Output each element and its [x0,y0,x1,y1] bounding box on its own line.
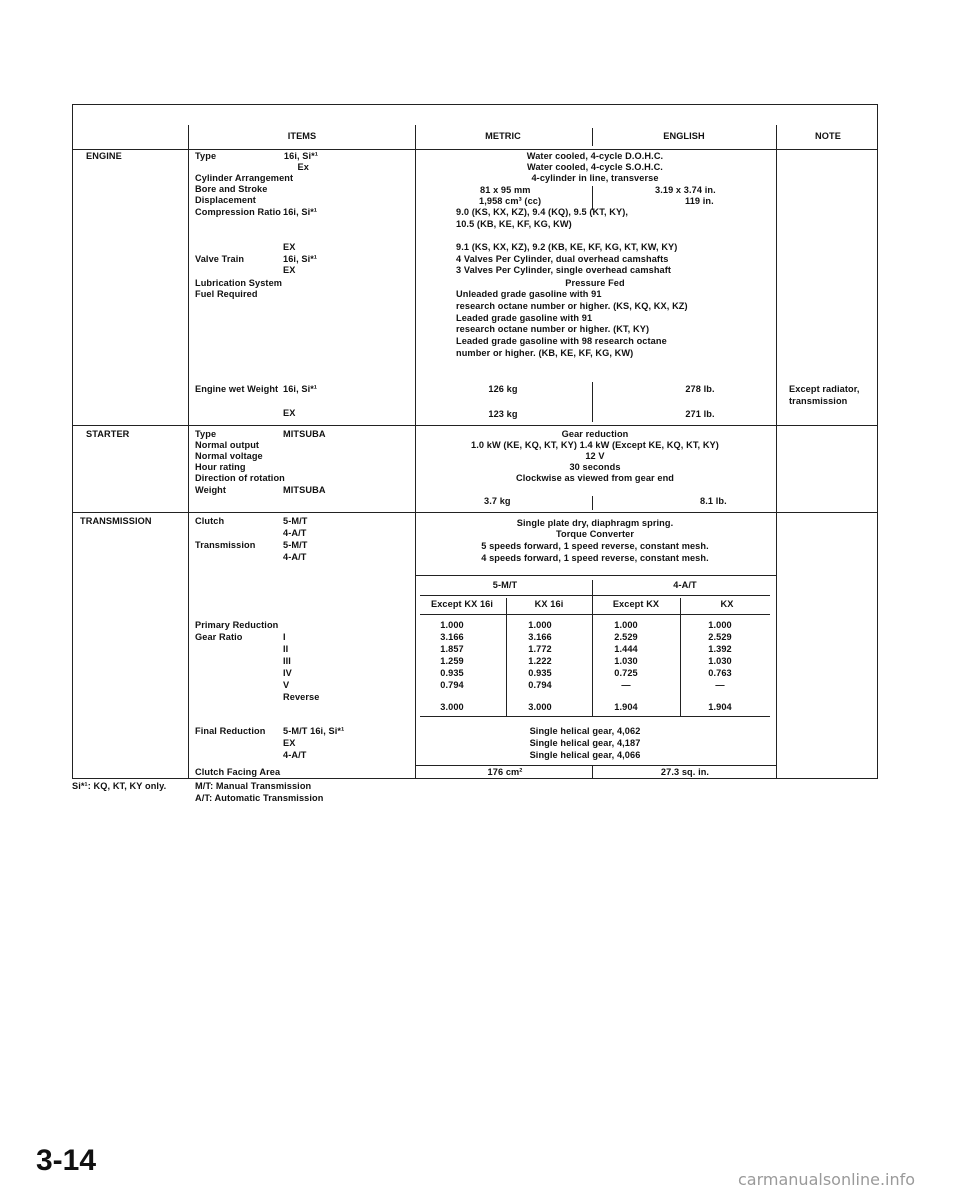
starter-output-value: 1.0 kW (KE, KQ, KT, KY) 1.4 kW (Except KE, KQ, KT, KY) [471,440,719,450]
engine-valve-value: 3 Valves Per Cylinder, single overhead camshaft [456,265,672,275]
engine-item-variant: EX [283,242,296,252]
starter-rating-value: 30 seconds [569,462,621,472]
ratio-rule-sub [420,614,770,615]
engine-note: transmission [789,396,848,406]
ratio-cell: 2.529 [614,632,638,642]
starter-item-label: Type [195,429,217,439]
engine-lube-value: Pressure Fed [565,278,625,288]
engine-disp-english: 119 in. [685,196,714,206]
ratio-cell: 3.000 [528,702,552,712]
engine-item-label: Bore and Stroke [195,184,268,194]
engine-item-label: Compression Ratio [195,207,281,217]
ratio-cell: 3.000 [440,702,464,712]
starter-transmission-rule [72,512,878,513]
ratio-sub-header: Except KX 16i [430,599,494,609]
engine-fuel-value: research octane number or higher. (KS, KQ, KX, KZ) [456,301,688,311]
final-reduction-label: Final Reduction [195,726,266,736]
gear-label: III [283,656,291,666]
final-variant: 5-M/T 16i, Si*¹ [283,726,345,736]
ratio-sub-header: KX [720,599,734,609]
ratio-col-2 [592,580,593,716]
gear-label: II [283,644,289,654]
engine-item-variant: 16i, Si*¹ [283,151,318,161]
engine-item-label: Fuel Required [195,289,258,299]
engine-item-variant: 16i, Si*¹ [283,207,318,217]
watermark-text: carmanualsonline.info [738,1170,916,1189]
final-variant: EX [283,738,296,748]
starter-item-variant: MITSUBA [283,429,326,439]
trans-mt: 5-M/T [283,540,308,550]
starter-item-label: Normal output [195,440,260,450]
engine-cr-value: 9.0 (KS, KX, KZ), 9.4 (KQ), 9.5 (KT, KY), [456,207,629,217]
ratio-cell: 1.000 [614,620,638,630]
engine-item-label: Displacement [195,195,256,205]
clutch-area-english: 27.3 sq. in. [660,767,710,777]
ratio-cell: 1.222 [528,656,552,666]
engine-weight-metric: 126 kg [488,384,518,394]
ratio-cell: 1.000 [708,620,732,630]
ratio-cell: 1.904 [614,702,638,712]
header-items: ITEMS [287,131,317,141]
engine-type-value: Water cooled, 4-cycle S.O.H.C. [527,162,663,172]
col-divider-group [188,125,189,778]
ratio-cell: 1.772 [528,644,552,654]
clutch-at: 4-A/T [283,528,307,538]
split-starter-weight [592,496,593,510]
trans-mt-value: 5 speeds forward, 1 speed reverse, constant mesh. [481,541,709,551]
engine-type-value: Water cooled, 4-cycle D.O.H.C. [526,151,664,161]
ratio-cell: 3.166 [528,632,552,642]
starter-item-label: Direction of rotation [195,473,285,483]
ratio-col-1 [506,598,507,716]
ratio-sub-header: Except KX [612,599,660,609]
ratio-cell: — [715,680,725,690]
ratio-cell: 0.935 [528,668,552,678]
engine-bore-metric: 81 x 95 mm [480,185,531,195]
ratio-cell: 0.794 [528,680,552,690]
trans-at-value: 4 speeds forward, 1 speed reverse, constant mesh. [481,553,709,563]
engine-bore-english: 3.19 x 3.74 in. [655,185,716,195]
gear-label: I [283,632,286,642]
engine-item-label: Lubrication System [195,278,283,288]
ratio-cell: 1.904 [708,702,732,712]
engine-fuel-value: Leaded grade gasoline with 98 research octane [456,336,667,346]
footnote-at: A/T: Automatic Transmission [195,793,324,803]
footnote-si: Si*¹: KQ, KT, KY only. [72,781,167,791]
ratio-header-at: 4-A/T [673,580,697,590]
final-value: Single helical gear, 4,066 [529,750,641,760]
starter-item-label: Hour rating [195,462,246,472]
clutch-at-value: Torque Converter [555,529,635,539]
table-border-bottom [72,778,878,779]
final-rule [415,765,776,766]
ratio-cell: 1.392 [708,644,732,654]
engine-fuel-value: Unleaded grade gasoline with 91 [456,289,602,299]
ratio-cell: 1.030 [614,656,638,666]
clutch-mt-value: Single plate dry, diaphragm spring. [516,518,674,528]
trans-at: 4-A/T [283,552,307,562]
engine-fuel-value: number or higher. (KB, KE, KF, KG, KW) [456,348,634,358]
engine-item-variant: EX [283,408,296,418]
ratio-cell: 3.166 [440,632,464,642]
ratio-cell: 1.444 [614,644,638,654]
col-divider-items [415,125,416,778]
engine-weight-metric: 123 kg [488,409,518,419]
engine-item-variant: Ex [297,162,309,172]
starter-type-value: Gear reduction [561,429,629,439]
clutch-label: Clutch [195,516,225,526]
starter-weight-english: 8.1 lb. [700,496,727,506]
clutch-area-label: Clutch Facing Area [195,767,281,777]
group-engine: ENGINE [86,151,122,161]
primary-reduction-label: Primary Reduction [195,620,279,630]
engine-item-label: Cylinder Arrangement [195,173,294,183]
engine-weight-english: 278 lb. [685,384,715,394]
ratio-rule-mid [420,595,770,596]
ratio-cell: 1.030 [708,656,732,666]
engine-starter-rule [72,425,878,426]
engine-fuel-value: research octane number or higher. (KT, KY) [456,324,650,334]
ratio-col-3 [680,598,681,716]
starter-item-label: Normal voltage [195,451,263,461]
gear-label: IV [283,668,292,678]
starter-voltage-value: 12 V [585,451,605,461]
ratio-header-mt: 5-M/T [492,580,518,590]
engine-item-label: Engine wet Weight [195,384,279,394]
split-weight [592,382,593,422]
table-border-right [877,104,878,778]
final-value: Single helical gear, 4,187 [529,738,641,748]
group-transmission: TRANSMISSION [80,516,152,526]
final-variant: 4-A/T [283,750,307,760]
page-number: 3-14 [36,1144,97,1177]
ratio-cell: 1.259 [440,656,464,666]
engine-item-label: Valve Train [195,254,245,264]
col-divider-metric-header [592,128,593,146]
header-metric: METRIC [485,131,521,141]
ratio-cell: 0.725 [614,668,638,678]
clutch-mt: 5-M/T [283,516,308,526]
engine-cr-value: 10.5 (KB, KE, KF, KG, KW) [456,219,572,229]
engine-item-label: Type [195,151,217,161]
starter-weight-metric: 3.7 kg [484,496,511,506]
header-rule [72,149,878,150]
col-divider-note [776,125,777,778]
ratio-sub-header: KX 16i [534,599,564,609]
engine-fuel-value: Leaded grade gasoline with 91 [456,313,593,323]
starter-item-label: Weight [195,485,227,495]
ratio-cell: 1.000 [528,620,552,630]
group-starter: STARTER [86,429,130,439]
final-value: Single helical gear, 4,062 [529,726,641,736]
footnote-mt: M/T: Manual Transmission [195,781,312,791]
ratio-cell: 1.857 [440,644,464,654]
engine-item-variant: EX [283,265,296,275]
engine-item-variant: 16i, Si*¹ [283,254,318,264]
engine-valve-value: 4 Valves Per Cylinder, dual overhead camshafts [456,254,669,264]
ratio-cell: 0.935 [440,668,464,678]
ratio-cell: 0.763 [708,668,732,678]
header-english: ENGLISH [663,131,705,141]
table-border-left [72,104,73,778]
ratio-rule-top [415,575,776,576]
engine-cr-value: 9.1 (KS, KX, KZ), 9.2 (KB, KE, KF, KG, KT, KW, KY) [456,242,678,252]
engine-item-variant: 16i, Si*¹ [283,384,318,394]
ratio-cell: — [621,680,631,690]
ratio-rule-bottom [420,716,770,717]
split-clutch-area [592,765,593,778]
engine-weight-english: 271 lb. [685,409,715,419]
gear-label: V [283,680,290,690]
ratio-cell: 2.529 [708,632,732,642]
gear-ratio-label: Gear Ratio [195,632,243,642]
clutch-area-metric: 176 cm² [487,767,523,777]
engine-disp-metric: 1,958 cm³ (cc) [479,196,542,206]
header-note: NOTE [815,131,841,141]
trans-label: Transmission [195,540,256,550]
gear-label: Reverse [283,692,320,702]
starter-item-variant: MITSUBA [283,485,326,495]
engine-note: Except radiator, [789,384,860,394]
ratio-cell: 0.794 [440,680,464,690]
table-border-top [72,104,878,105]
starter-direction-value: Clockwise as viewed from gear end [515,473,675,483]
engine-cyl-value: 4-cylinder in line, transverse [531,173,659,183]
ratio-cell: 1.000 [440,620,464,630]
